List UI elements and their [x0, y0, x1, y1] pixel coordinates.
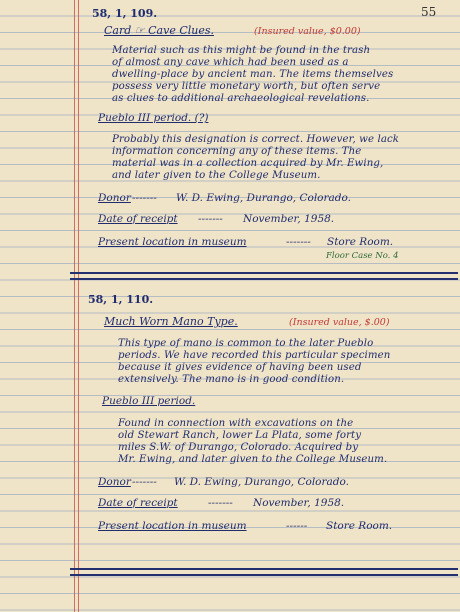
description-line: Material such as this might be found in the trash — [112, 45, 371, 56]
separator-line — [70, 272, 458, 274]
receipt-label: Date of receipt — [98, 213, 178, 225]
description-line: of almost any cave which had been used as a — [112, 57, 349, 68]
period-note-line: Probably this designation is correct. However, we lack — [112, 134, 400, 145]
catalog-number: 58, 1, 110. — [88, 293, 154, 306]
receipt-value: November, 1958. — [243, 213, 335, 225]
description-line: extensively. The mano is in good condition. — [118, 374, 345, 385]
period-label: Pueblo III period. (?) — [98, 112, 209, 124]
receipt-leader: ------- — [208, 497, 233, 509]
location-label: Present location in museum — [98, 236, 247, 248]
location-value: Store Room. — [327, 236, 394, 248]
period-note-line: old Stewart Ranch, lower La Plata, some forty — [118, 430, 362, 441]
description-line: possess very little monetary worth, but often serve — [112, 81, 381, 92]
period-note-line: information concerning any of these items. The — [112, 146, 362, 157]
donor-leader: ------- — [132, 476, 157, 488]
insured-value: (Insured value, $.00) — [289, 317, 390, 328]
donor-label: Donor — [98, 192, 131, 204]
donor-leader: ------- — [132, 192, 157, 204]
donor-value: W. D. Ewing, Durango, Colorado. — [174, 476, 349, 488]
location-leader: ------- — [286, 236, 311, 248]
receipt-value: November, 1958. — [253, 497, 345, 509]
location-label: Present location in museum — [98, 520, 247, 532]
period-note-line: Mr. Ewing, and later given to the College Museum. — [118, 454, 388, 465]
insured-value: (Insured value, $0.00) — [254, 26, 361, 37]
donor-value: W. D. Ewing, Durango, Colorado. — [176, 192, 351, 204]
description-line: This type of mano is common to the later Pueblo — [118, 338, 374, 349]
period-label: Pueblo III period. — [102, 395, 196, 407]
description-line: because it gives evidence of having been used — [118, 362, 362, 373]
location-leader: ------ — [286, 520, 308, 532]
page-number: 55 — [421, 5, 437, 19]
period-note-line: miles S.W. of Durango, Colorado. Acquired by — [118, 442, 359, 453]
description-line: periods. We have recorded this particular specimen — [118, 350, 391, 361]
period-note-line: and later given to the College Museum. — [112, 170, 321, 181]
period-note-line: Found in connection with excavations on the — [118, 418, 354, 429]
entry-title: Much Worn Mano Type. — [104, 315, 238, 328]
location-value: Store Room. — [326, 520, 393, 532]
description-line: as clues to additional archaeological revelations. — [112, 93, 370, 104]
receipt-label: Date of receipt — [98, 497, 178, 509]
separator-line — [70, 568, 458, 570]
entry-title: Card ☞ Cave Clues. — [104, 24, 214, 37]
receipt-leader: ------- — [198, 213, 223, 225]
donor-label: Donor — [98, 476, 131, 488]
description-line: dwelling-place by ancient man. The items themselves — [112, 69, 394, 80]
separator-line — [70, 574, 458, 576]
location-note: Floor Case No. 4 — [326, 251, 399, 261]
catalog-number: 58, 1, 109. — [92, 7, 158, 20]
separator-line — [70, 278, 458, 280]
period-note-line: material was in a collection acquired by Mr. Ewing, — [112, 158, 384, 169]
